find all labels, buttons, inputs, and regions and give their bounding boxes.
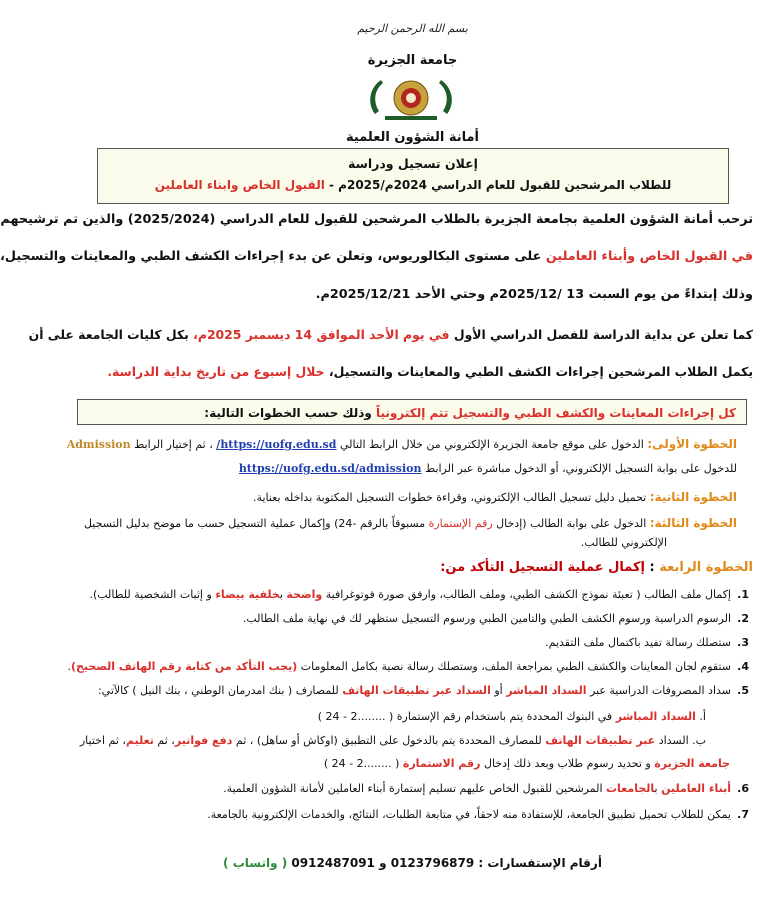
intro-paragraph-3: وذلك إبتداءً من يوم السبت 13 /2025/12م وحتي الأحد 2025/12/21م. <box>315 287 753 302</box>
intro-paragraph-1: ترحب أمانة الشؤون العلمية بجامعة الجزيرة بالطلاب المرشحين للقبول للعام الدراسي (2025/2024) والذين تم ترشيحهم <box>0 212 753 227</box>
sub-b-h3: تعليم <box>125 734 154 747</box>
step-1-line2-text: للدخول على بوابة التسجيل الإلكتروني، أو الدخول مباشرة عبر الرابط <box>421 462 737 475</box>
list-item-3 <box>77 636 749 649</box>
item-5-h1: السداد المباشر <box>506 684 587 697</box>
intro-p5-highlight: خلال إسبوع من تاريخ بداية الدراسة. <box>107 364 325 379</box>
sub-b-h2: دفع فواتير <box>174 734 233 747</box>
steps-intro-box <box>77 399 747 425</box>
step-2-label: الخطوة الثانية: <box>649 490 737 504</box>
phone-1: 0123796879 <box>390 856 475 870</box>
sub-b-b: ، ثم <box>153 734 175 747</box>
step-3-highlight: رقم الإستمارة <box>428 517 493 530</box>
item-6-h1: أبناء العاملين <box>661 782 731 795</box>
university-site-link[interactable]: https://uofg.edu.sd/ <box>216 438 337 451</box>
list-item-7 <box>77 808 749 821</box>
sub-b-c: ، ثم اختيار <box>79 734 126 747</box>
admission-portal-link[interactable]: https://uofg.edu.sd/admission <box>238 462 422 475</box>
item-3-text: ستصلك رسالة تفيد باكتمال ملف التقديم. <box>545 636 731 649</box>
step-3-label: الخطوة الثالثة: <box>649 516 737 530</box>
step-1-line-1 <box>66 437 737 451</box>
steps-intro-rest: وذلك حسب الخطوات التالية: <box>204 406 376 420</box>
item-2-number: 2. <box>737 612 749 625</box>
sub-a-rest: في البنوك المحددة يتم باستخدام رقم الإستمارة ( ........2 - 24 ) <box>317 710 616 723</box>
contact-and: و <box>374 856 391 870</box>
item-1-h1: واضحة <box>286 588 323 601</box>
item-1-a: إكمال ملف الطالب ( تعبئة نموذج الكشف الطبي، وملف الطالب، وارفق صورة فوتوغرافية <box>322 588 731 601</box>
step-1-text-b: ، ثم إختيار الرابط <box>130 438 217 451</box>
sub-a-prefix: أ. <box>695 710 706 723</box>
step-4-heading <box>77 560 753 575</box>
item-7-text: يمكن للطلاب تحميل تطبيق الجامعة، للإستفادة منه لاحقاً، في متابعة الطلبات، النتائج، والخدمات الإلكترونية بالجامعة. <box>207 808 731 821</box>
item-2-text: الرسوم الدراسية ورسوم الكشف الطبي والتامين الطبي ورسوم التسجيل ستظهر لك في نهاية ملف الطالب. <box>242 612 731 625</box>
step-2 <box>77 490 737 504</box>
university-logo <box>365 74 457 122</box>
list-item-1 <box>77 588 749 601</box>
contact-line <box>53 856 772 870</box>
sub-b2-h2: رقم الاستمارة <box>402 757 481 770</box>
subtitle-highlight: القبول الخاص وابناء العاملين <box>154 178 325 192</box>
intro-p4-a: كما تعلن عن بداية الدراسة للفصل الدراسي الأول <box>449 327 753 342</box>
sub-b-prefix: ب. السداد <box>655 734 706 747</box>
item-4-number: 4. <box>737 660 749 673</box>
item-1-h2: خلفية بيضاء <box>215 588 280 601</box>
step-1-line-2 <box>217 462 737 475</box>
intro-paragraph-2 <box>0 249 753 264</box>
basmala: بسم الله الرحمن الرحيم <box>357 22 468 35</box>
step-4-label: الخطوة الرابعة <box>659 560 753 575</box>
step-3-text-b: مسبوقاً بالرقم -24) وإكمال عملية التسجيل حسب ما موضح بدليل التسجيل <box>83 517 429 530</box>
intro-p2-rest: على مستوى البكالوريوس، وتعلن عن بدء إجراءات الكشف الطبي والمعاينات والتسجيل، <box>0 249 546 264</box>
item-6-a: ب <box>654 782 662 795</box>
item-6-h2: الجامعات <box>606 782 655 795</box>
sub-b-h1: عبر تطبيقات الهاتف <box>545 734 656 747</box>
intro-highlight-admission: في القبول الخاص وأبناء العاملين <box>545 249 753 264</box>
step-4-sep: : <box>645 560 660 575</box>
intro-p4-b: بكل كليات الجامعة على أن <box>28 327 194 342</box>
item-4-highlight: (يجب التأكد من كتابة رقم الهاتف الصحيح) <box>70 660 298 673</box>
list-item-5 <box>77 684 749 697</box>
steps-intro-highlight: كل إجراءات المعاينات والكشف الطبي والتسجيل تتم إلكترونياً <box>376 406 736 420</box>
announcement-title-box <box>97 148 729 204</box>
item-5-b: أو <box>490 684 507 697</box>
step-4-title: إكمال عملية التسجيل التأكد من: <box>440 560 646 575</box>
step-1-text-a: الدخول على موقع جامعة الجزيرة الإلكتروني من خلال الرابط التالي <box>336 438 648 451</box>
step-2-text: تحميل دليل تسجيل الطالب الإلكتروني، وقراءة خطوات التسجيل المكتوبة بداخله بعناية. <box>253 491 650 504</box>
admission-link[interactable]: Admission <box>66 438 131 451</box>
contact-label: أرقام الإستفسارات : <box>474 856 602 870</box>
item-1-c: و إثبات الشخصية للطالب). <box>89 588 216 601</box>
step-3-line-2: الإلكتروني للطالب. <box>580 536 667 549</box>
item-6-b: المرشحين للقبول الخاص عليهم تسليم إستمارة أبناء العاملين لأمانة الشؤون العلمية. <box>223 782 606 795</box>
item-1-b: ب <box>279 588 287 601</box>
intro-paragraph-5 <box>77 364 753 379</box>
item-5-a: سداد المصروفات الدراسية عبر <box>586 684 731 697</box>
intro-p5-a: يكمل الطلاب المرشحين إجراءات الكشف الطبي والمعاينات والتسجيل، <box>324 364 753 379</box>
item-5-h2: السداد عبر تطبيقات الهاتف <box>342 684 491 697</box>
sub-item-b <box>77 734 706 747</box>
item-4-a: ستقوم لجان المعاينات والكشف الطبي بمراجعة الملف، وستصلك رسالة نصية بكامل المعلومات <box>297 660 731 673</box>
sub-b2-b: ( ........2 - 24 ) <box>323 757 403 770</box>
sub-b2-a: و تحديد رسوم طلاب وبعد ذلك إدخال <box>480 757 655 770</box>
subtitle-prefix: للطلاب المرشحين للقبول للعام الدراسي 2024م/2025م - <box>329 178 672 192</box>
announcement-title: إعلان تسجيل ودراسة <box>348 156 478 171</box>
sub-a-highlight: السداد المباشر <box>615 710 696 723</box>
list-item-2 <box>77 612 749 625</box>
intro-p4-highlight: في يوم الأحد الموافق 14 ديسمبر 2025م، <box>193 327 450 342</box>
announcement-subtitle <box>98 178 728 192</box>
item-7-number: 7. <box>737 808 749 821</box>
sub-item-b-line-2 <box>324 757 730 770</box>
item-3-number: 3. <box>737 636 749 649</box>
item-5-number: 5. <box>737 684 749 697</box>
office-name: أمانة الشؤون العلمية <box>346 130 479 145</box>
list-item-6 <box>77 782 749 795</box>
phone-2: 0912487091 <box>291 856 375 870</box>
step-3-text-a: الدخول على بوابة الطالب (إدخال <box>492 517 650 530</box>
step-3-line-1 <box>77 516 737 530</box>
sub-b-a: للمصارف المحددة يتم بالدخول على التطبيق (اوكاش أو ساهل) ، ثم <box>232 734 546 747</box>
sub-b2-h1: جامعة الجزيرة <box>654 757 730 770</box>
whatsapp-label: ( واتساب ) <box>223 856 292 870</box>
sub-item-a <box>318 710 706 723</box>
item-5-c: للمصارف ( بنك امدرمان الوطني ، بنك النيل ) كالآتي: <box>97 684 343 697</box>
item-6-number: 6. <box>737 782 749 795</box>
item-4-b: . <box>67 660 71 673</box>
university-name: جامعة الجزيرة <box>367 53 458 68</box>
item-1-number: 1. <box>737 588 749 601</box>
list-item-4 <box>67 660 749 673</box>
step-1-label: الخطوة الأولى: <box>647 437 737 451</box>
intro-paragraph-4 <box>28 327 753 342</box>
